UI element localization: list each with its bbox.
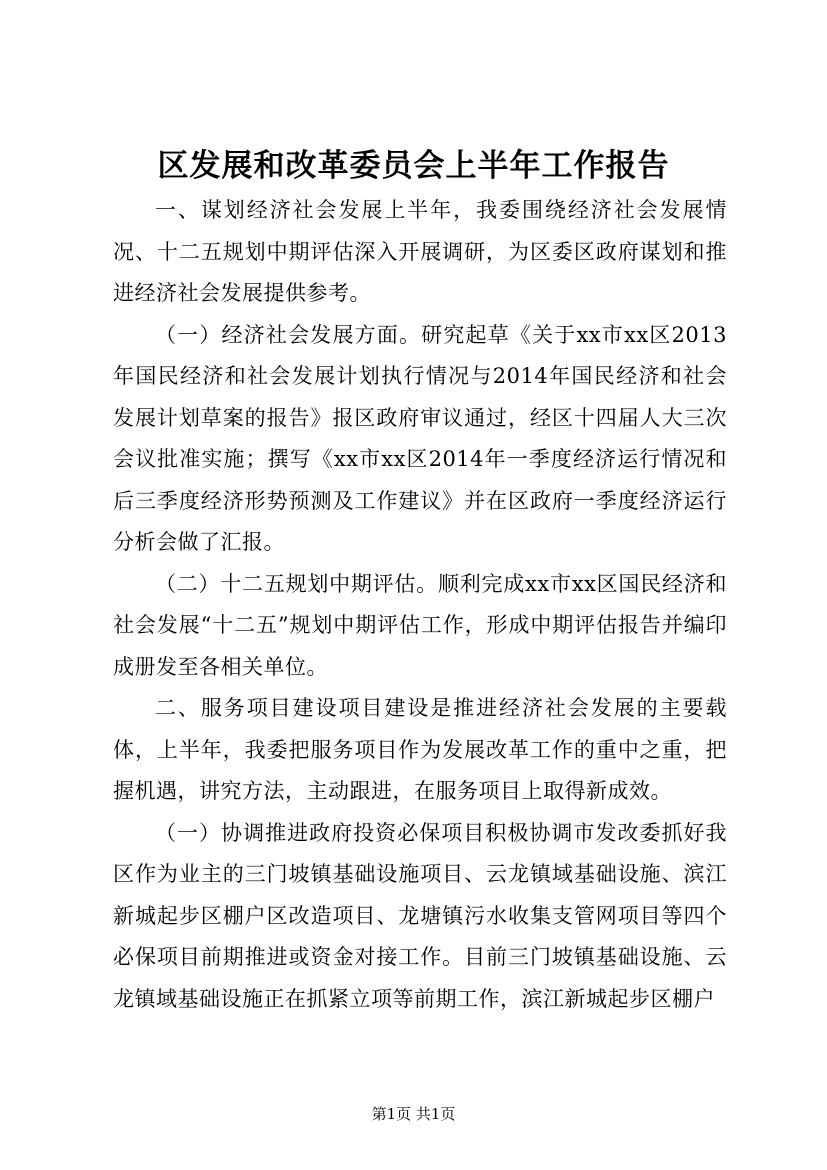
paragraph-project-service: 二、服务项目建设项目建设是推进经济社会发展的主要载体，上半年，我委把服务项目作为发展改革工作的重中之重，把握机遇，讲究方法，主动跟进，在服务项目上取得新成效。 — [113, 696, 727, 803]
document-title: 区发展和改革委员会上半年工作报告 — [157, 148, 670, 184]
paragraph-government-investment: （一）协调推进政府投资必保项目积极协调市发改委抓好我区作为业主的三门坡镇基础设施项目、云龙镇域基础设施、滨江新城起步区棚户区改造项目、龙塘镇污水收集支管网项目等四个必保项目前期推进或资金对接工作。目前三门坡镇基础设施、云龙镇域基础设施正在抓紧立项等前期工作，滨江新城起步区棚户 — [113, 820, 727, 1011]
paragraph-economic-development: （一）经济社会发展方面。研究起草《关于xx市xx区2013年国民经济和社会发展计划执行情况与2014年国民经济和社会发展计划草案的报告》报区政府审议通过，经区十四届人大三次会议批准实施；撰写《xx市xx区2014年一季度经济运行情况和后三季度经济形势预测及工作建议》并在区政府一季度经济运行分析会做了汇报。 — [113, 322, 727, 554]
paragraph-midterm-evaluation: （二）十二五规划中期评估。顺利完成xx市xx区国民经济和社会发展“十二五”规划中期评估工作，形成中期评估报告并编印成册发至各相关单位。 — [113, 571, 727, 679]
page-footer: 第1页 共1页 — [371, 1105, 456, 1123]
paragraph-planning: 一、谋划经济社会发展上半年，我委围绕经济社会发展情况、十二五规划中期评估深入开展调研，为区委区政府谋划和推进经济社会发展提供参考。 — [113, 198, 727, 305]
document-body — [113, 190, 727, 1020]
